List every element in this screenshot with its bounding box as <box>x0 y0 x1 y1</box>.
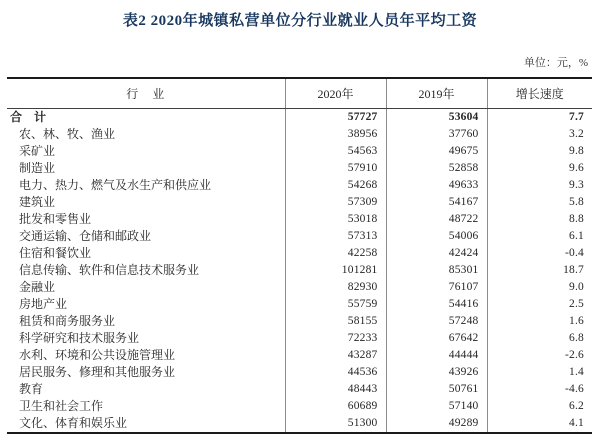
table-row <box>7 211 592 228</box>
wage-2019-cell: 67642 <box>386 330 487 347</box>
growth-rate-cell: -0.4 <box>487 245 592 262</box>
industry-name-cell: 合 计 <box>10 110 47 124</box>
wage-2019-cell: 54006 <box>386 228 487 245</box>
wage-2020-cell: 38956 <box>285 126 386 143</box>
wage-2019-cell: 42424 <box>386 245 487 262</box>
wage-2020-cell: 82930 <box>285 279 386 296</box>
wage-2020-cell: 51300 <box>285 415 386 433</box>
industry-name-cell: 住宿和餐饮业 <box>19 246 92 260</box>
wage-2019-cell: 52858 <box>386 160 487 177</box>
growth-rate-cell: 1.4 <box>487 364 592 381</box>
wage-2020-cell: 57309 <box>285 194 386 211</box>
industry-name-cell: 房地产业 <box>19 297 68 311</box>
table-row <box>7 364 592 381</box>
table-row <box>7 160 592 177</box>
wage-2019-cell: 49675 <box>386 143 487 160</box>
table-row <box>7 109 592 127</box>
table-row <box>7 177 592 194</box>
wage-2019-cell: 49289 <box>386 415 487 433</box>
wage-2019-cell: 53604 <box>386 109 487 127</box>
wage-2019-cell: 50761 <box>386 381 487 398</box>
table-row <box>7 228 592 245</box>
wage-2019-cell: 48722 <box>386 211 487 228</box>
column-header-2019: 2019年 <box>386 78 487 109</box>
growth-rate-cell: 6.8 <box>487 330 592 347</box>
wage-2020-cell: 44536 <box>285 364 386 381</box>
table-header-row <box>7 78 592 109</box>
industry-name-cell: 文化、体育和娱乐业 <box>19 416 128 430</box>
wage-2020-cell: 42258 <box>285 245 386 262</box>
wage-2019-cell: 54416 <box>386 296 487 313</box>
wage-2020-cell: 55759 <box>285 296 386 313</box>
industry-name-cell: 教育 <box>19 382 44 396</box>
wage-2020-cell: 48443 <box>285 381 386 398</box>
table-row <box>7 347 592 364</box>
wage-2019-cell: 76107 <box>386 279 487 296</box>
table-row <box>7 330 592 347</box>
growth-rate-cell: 9.8 <box>487 143 592 160</box>
table-row <box>7 245 592 262</box>
growth-rate-cell: -4.6 <box>487 381 592 398</box>
growth-rate-cell: 6.2 <box>487 398 592 415</box>
growth-rate-cell: 9.3 <box>487 177 592 194</box>
growth-rate-cell: 1.6 <box>487 313 592 330</box>
wage-2019-cell: 44444 <box>386 347 487 364</box>
wage-2020-cell: 72233 <box>285 330 386 347</box>
wage-2020-cell: 58155 <box>285 313 386 330</box>
table-row <box>7 313 592 330</box>
wage-2020-cell: 57910 <box>285 160 386 177</box>
industry-name-cell: 电力、热力、燃气及水生产和供应业 <box>19 178 212 192</box>
wage-2019-cell: 37760 <box>386 126 487 143</box>
wage-2020-cell: 57727 <box>285 109 386 127</box>
wage-2019-cell: 57248 <box>386 313 487 330</box>
wage-table <box>7 77 592 434</box>
growth-rate-cell: 18.7 <box>487 262 592 279</box>
industry-name-cell: 信息传输、软件和信息技术服务业 <box>19 263 200 277</box>
table-title: 表2 2020年城镇私营单位分行业就业人员年平均工资 <box>122 13 478 29</box>
wage-2019-cell: 57140 <box>386 398 487 415</box>
table-row <box>7 296 592 313</box>
growth-rate-cell: 6.1 <box>487 228 592 245</box>
table-row <box>7 415 592 433</box>
wage-2019-cell: 54167 <box>386 194 487 211</box>
growth-rate-cell: 9.0 <box>487 279 592 296</box>
growth-rate-cell: 7.7 <box>487 109 592 127</box>
unit-note: 单位：元，% <box>523 57 588 69</box>
industry-name-cell: 交通运输、仓储和邮政业 <box>19 229 152 243</box>
wage-2019-cell: 43926 <box>386 364 487 381</box>
wage-2020-cell: 53018 <box>285 211 386 228</box>
industry-name-cell: 租赁和商务服务业 <box>19 314 116 328</box>
table-body <box>7 109 592 434</box>
table-row <box>7 194 592 211</box>
wage-2020-cell: 54268 <box>285 177 386 194</box>
growth-rate-cell: 8.8 <box>487 211 592 228</box>
growth-rate-cell: 5.8 <box>487 194 592 211</box>
table-row <box>7 398 592 415</box>
table-row <box>7 262 592 279</box>
industry-name-cell: 批发和零售业 <box>19 212 92 226</box>
industry-name-cell: 水利、环境和公共设施管理业 <box>19 348 176 362</box>
industry-name-cell: 卫生和社会工作 <box>19 399 104 413</box>
growth-rate-cell: -2.6 <box>487 347 592 364</box>
wage-2020-cell: 43287 <box>285 347 386 364</box>
industry-name-cell: 采矿业 <box>19 144 56 158</box>
table-row <box>7 381 592 398</box>
growth-rate-cell: 4.1 <box>487 415 592 433</box>
table-row <box>7 143 592 160</box>
column-header-industry: 行 业 <box>7 78 285 109</box>
industry-name-cell: 农、林、牧、渔业 <box>19 127 116 141</box>
table-row <box>7 126 592 143</box>
growth-rate-cell: 9.6 <box>487 160 592 177</box>
growth-rate-cell: 3.2 <box>487 126 592 143</box>
industry-name-cell: 居民服务、修理和其他服务业 <box>19 365 176 379</box>
industry-name-cell: 金融业 <box>19 280 56 294</box>
industry-name-cell: 科学研究和技术服务业 <box>19 331 140 345</box>
industry-name-cell: 建筑业 <box>19 195 56 209</box>
growth-rate-cell: 2.5 <box>487 296 592 313</box>
wage-2020-cell: 60689 <box>285 398 386 415</box>
table-row <box>7 279 592 296</box>
wage-2020-cell: 54563 <box>285 143 386 160</box>
wage-2020-cell: 57313 <box>285 228 386 245</box>
wage-2019-cell: 85301 <box>386 262 487 279</box>
column-header-2020: 2020年 <box>285 78 386 109</box>
industry-name-cell: 制造业 <box>19 161 56 175</box>
wage-2020-cell: 101281 <box>285 262 386 279</box>
column-header-growth-rate: 增长速度 <box>487 78 592 109</box>
wage-2019-cell: 49633 <box>386 177 487 194</box>
